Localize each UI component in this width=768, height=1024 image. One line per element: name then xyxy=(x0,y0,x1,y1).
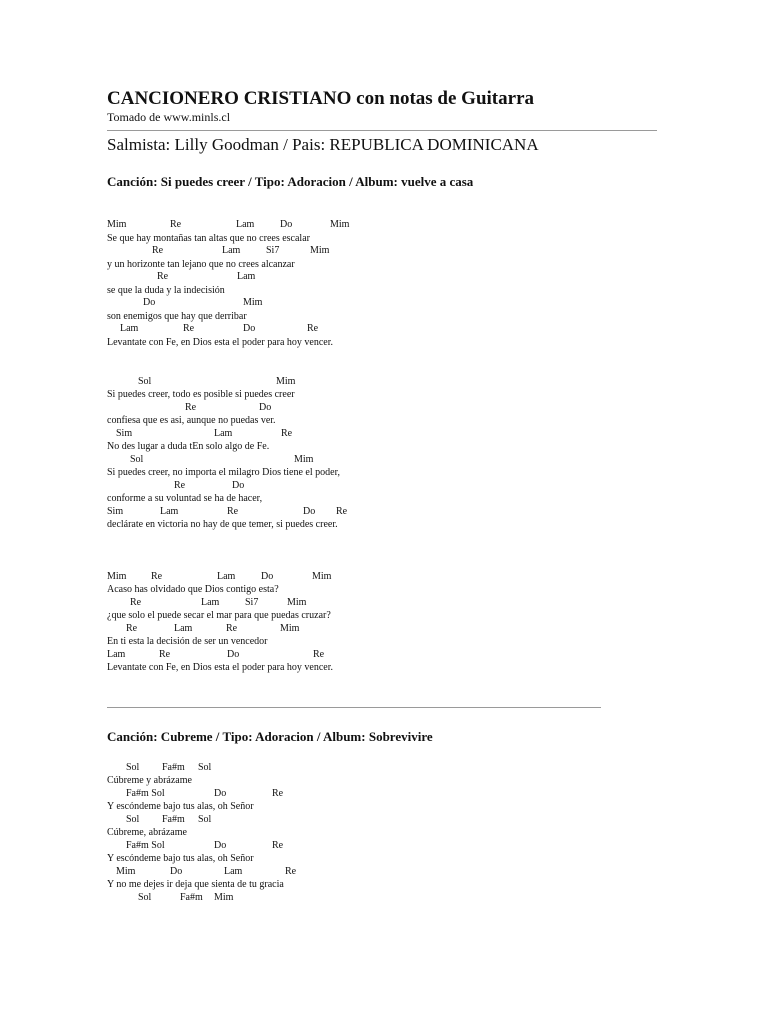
chord: Re xyxy=(151,571,163,582)
chord: Sol xyxy=(130,454,144,465)
chord: Do xyxy=(243,323,256,334)
chord: Mim xyxy=(276,376,296,387)
chord-line xyxy=(0,428,768,440)
chord: Fa#m Sol xyxy=(126,840,165,851)
song-title: Canción: Si puedes creer / Tipo: Adoracion / Album: vuelve a casa xyxy=(107,174,474,189)
chord: Lam xyxy=(236,219,255,230)
chord: Mim xyxy=(287,597,307,608)
chord: Re xyxy=(152,245,164,256)
chord: Mim xyxy=(294,454,314,465)
chord: Do xyxy=(303,506,316,517)
chord: Re xyxy=(130,597,142,608)
chord: Mim xyxy=(107,571,127,582)
chord-line xyxy=(0,323,768,335)
lyric-line: En ti esta la decisión de ser un vencedor xyxy=(107,636,268,647)
lyric-line: Levantate con Fe, en Dios esta el poder para hoy vencer. xyxy=(107,337,334,348)
chord: Re xyxy=(183,323,195,334)
chord: Re xyxy=(281,428,293,439)
chord: Mim xyxy=(310,245,330,256)
chord: Sol xyxy=(138,376,152,387)
document-title: CANCIONERO CRISTIANO con notas de Guitarra xyxy=(107,88,534,109)
chord: Re xyxy=(272,840,284,851)
lyric-line: ¿que solo el puede secar el mar para que puedas cruzar? xyxy=(107,610,331,621)
lyric-line: Se que hay montañas tan altas que no crees escalar xyxy=(107,233,310,244)
chord: Si7 xyxy=(245,597,259,608)
chord-line xyxy=(0,245,768,257)
chord: Do xyxy=(143,297,156,308)
chord: Re xyxy=(170,219,182,230)
chord: Re xyxy=(159,649,171,660)
lyric-line: Si puedes creer, todo es posible si puedes creer xyxy=(107,389,295,400)
chord: Re xyxy=(126,623,138,634)
chord-line xyxy=(0,814,768,826)
chord: Re xyxy=(272,788,284,799)
lyric-line: conforme a su voluntad se ha de hacer, xyxy=(107,493,263,504)
chord: Re xyxy=(313,649,325,660)
chord: Sol xyxy=(126,762,140,773)
chord-line xyxy=(0,480,768,492)
lyric-line: Y escóndeme bajo tus alas, oh Señor xyxy=(107,801,254,812)
chord: Re xyxy=(307,323,319,334)
chord-line xyxy=(0,506,768,518)
chord-line xyxy=(0,840,768,852)
chord: Fa#m xyxy=(162,762,185,773)
chord-line xyxy=(0,454,768,466)
lyric-line: se que la duda y la indecisión xyxy=(107,285,225,296)
chord: Do xyxy=(214,840,227,851)
chord: Mim xyxy=(214,892,234,903)
chord: Re xyxy=(157,271,169,282)
chord: Re xyxy=(227,506,239,517)
chord: Lam xyxy=(224,866,243,877)
lyric-line: Y no me dejes ir deja que sienta de tu gracia xyxy=(107,879,284,890)
chord: Mim xyxy=(312,571,332,582)
lyric-line: confiesa que es asi, aunque no puedas ver. xyxy=(107,415,276,426)
lyric-line: son enemigos que hay que derribar xyxy=(107,311,247,322)
lyric-line: No des lugar a duda tEn solo algo de Fe. xyxy=(107,441,270,452)
chord: Re xyxy=(174,480,186,491)
chord-line xyxy=(0,762,768,774)
chord: Re xyxy=(185,402,197,413)
chord: Lam xyxy=(160,506,179,517)
lyric-line: Y escóndeme bajo tus alas, oh Señor xyxy=(107,853,254,864)
lyric-line: Acaso has olvidado que Dios contigo esta? xyxy=(107,584,279,595)
chord-line xyxy=(0,866,768,878)
chord: Re xyxy=(226,623,238,634)
chord: Re xyxy=(285,866,297,877)
source-line: Tomado de www.minls.cl xyxy=(107,110,231,124)
chord-line xyxy=(0,402,768,414)
chord: Sol xyxy=(198,814,212,825)
chord: Do xyxy=(170,866,183,877)
chord-line xyxy=(0,219,768,231)
chord: Si7 xyxy=(266,245,280,256)
chord-line xyxy=(0,649,768,661)
chord: Do xyxy=(227,649,240,660)
divider xyxy=(107,130,657,131)
chord: Lam xyxy=(222,245,241,256)
chord: Sim xyxy=(107,506,124,517)
chord: Fa#m xyxy=(162,814,185,825)
chord: Lam xyxy=(120,323,139,334)
chord: Do xyxy=(280,219,293,230)
chord: Sol xyxy=(126,814,140,825)
lyric-line: Si puedes creer, no importa el milagro Dios tiene el poder, xyxy=(107,467,341,478)
song-title: Canción: Cubreme / Tipo: Adoracion / Album: Sobrevivire xyxy=(107,729,433,744)
chord: Sol xyxy=(138,892,152,903)
lyric-line: Cúbreme y abrázame xyxy=(107,775,192,786)
chord: Sim xyxy=(116,428,133,439)
chord: Sol xyxy=(198,762,212,773)
chord: Lam xyxy=(107,649,126,660)
chord-line xyxy=(0,788,768,800)
chord-line xyxy=(0,571,768,583)
lyric-line: Cúbreme, abrázame xyxy=(107,827,187,838)
lyric-line: y un horizonte tan lejano que no crees alcanzar xyxy=(107,259,295,270)
chord-line xyxy=(0,271,768,283)
divider xyxy=(107,707,601,708)
chord: Lam xyxy=(174,623,193,634)
chord-line xyxy=(0,376,768,388)
chord-line xyxy=(0,297,768,309)
lyric-line: declárate en victoria no hay de que temer, si puedes creer. xyxy=(107,519,338,530)
chord: Mim xyxy=(280,623,300,634)
chord-line xyxy=(0,892,768,904)
chord-line xyxy=(0,623,768,635)
artist-line: Salmista: Lilly Goodman / Pais: REPUBLICA DOMINICANA xyxy=(107,135,539,154)
chord: Do xyxy=(232,480,245,491)
chord: Mim xyxy=(107,219,127,230)
chord-line xyxy=(0,597,768,609)
chord: Lam xyxy=(217,571,236,582)
chord: Mim xyxy=(243,297,263,308)
chord: Mim xyxy=(116,866,136,877)
chord: Lam xyxy=(201,597,220,608)
chord: Do xyxy=(259,402,272,413)
chord: Do xyxy=(261,571,274,582)
chord: Re xyxy=(336,506,348,517)
chord: Fa#m xyxy=(180,892,203,903)
chord: Lam xyxy=(237,271,256,282)
chord: Lam xyxy=(214,428,233,439)
lyric-line: Levantate con Fe, en Dios esta el poder para hoy vencer. xyxy=(107,662,334,673)
chord: Mim xyxy=(330,219,350,230)
chord: Fa#m Sol xyxy=(126,788,165,799)
chord: Do xyxy=(214,788,227,799)
